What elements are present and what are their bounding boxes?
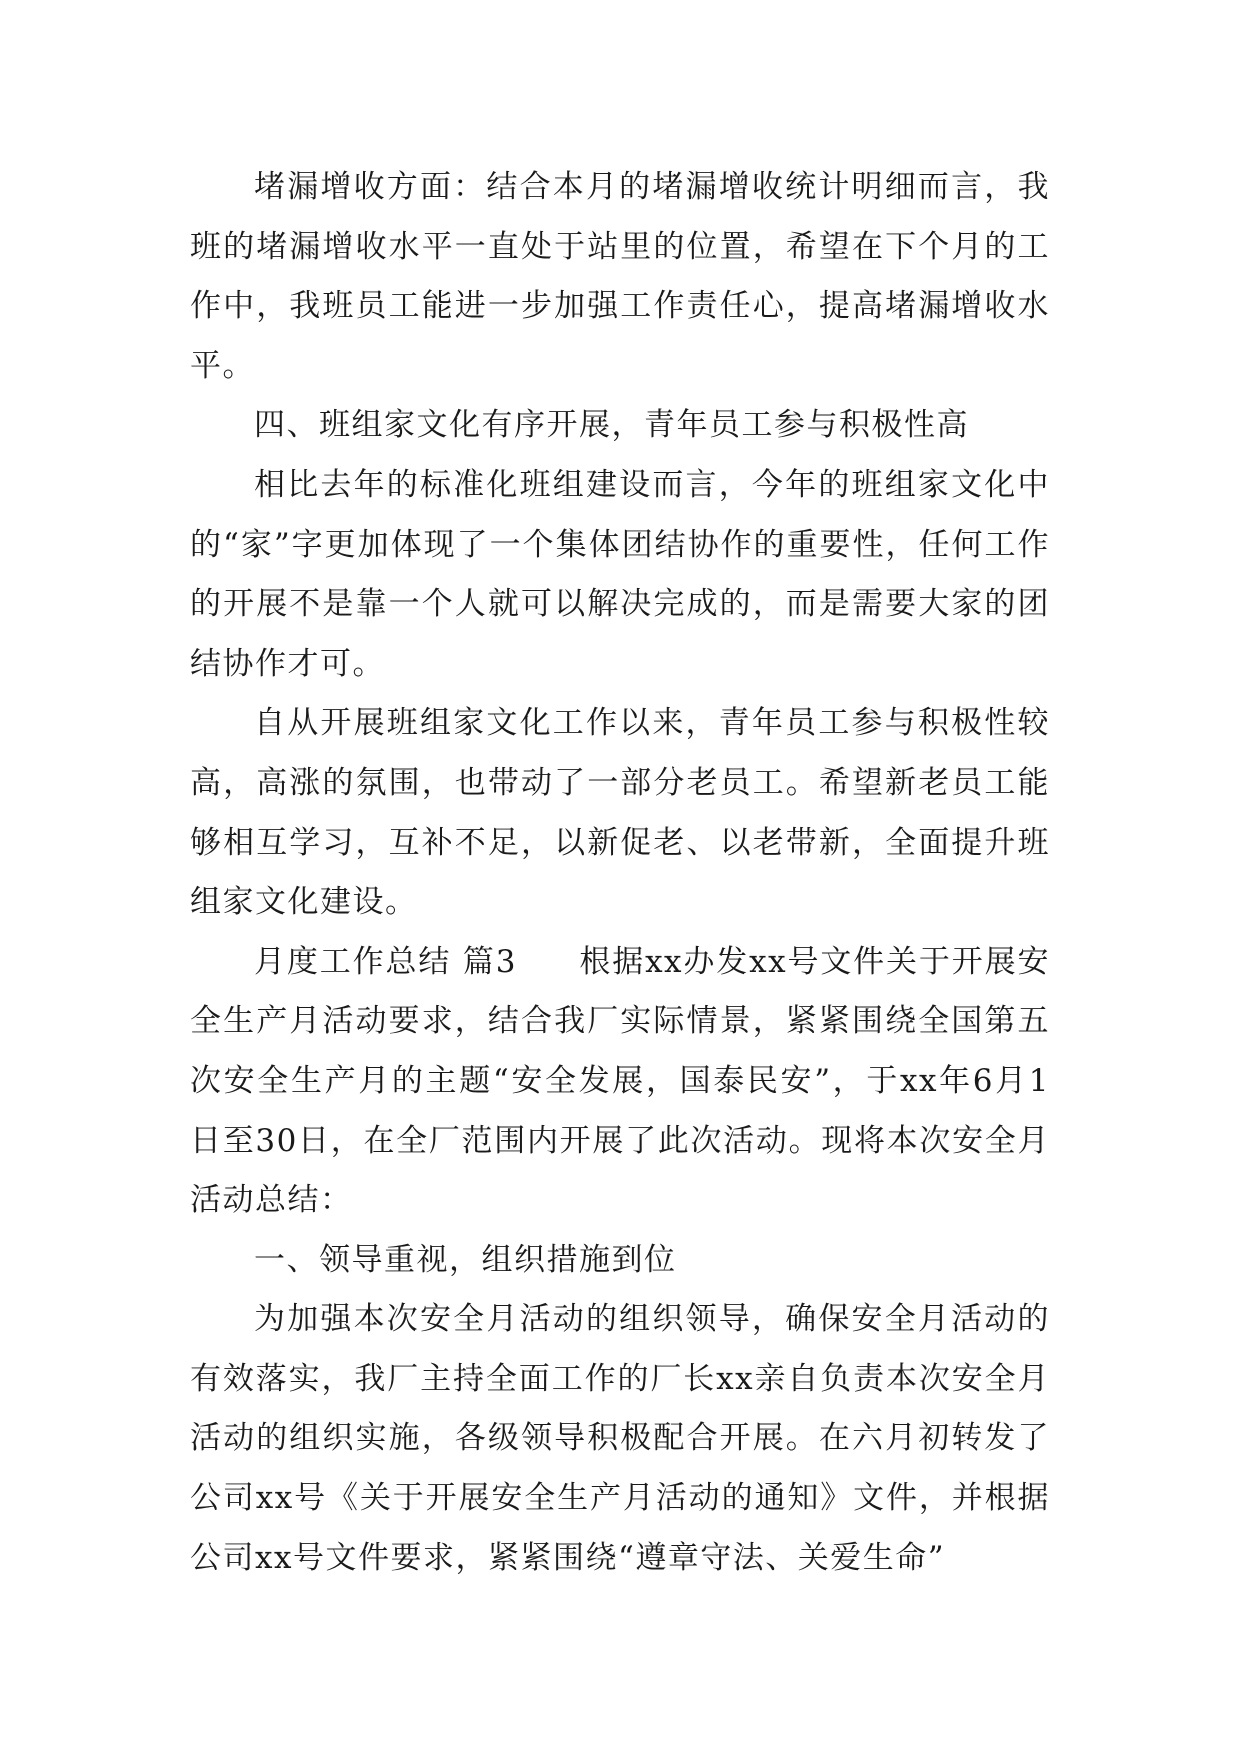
- heading-section-four: 四、班组家文化有序开展，青年员工参与积极性高: [254, 407, 969, 444]
- paragraph-section3: [190, 933, 1050, 1231]
- heading-leadership: 一、领导重视，组织措施到位: [254, 1241, 677, 1278]
- section3-heading: 月度工作总结 篇3: [254, 943, 517, 980]
- paragraph-leak-revenue: 堵漏增收方面：结合本月的堵漏增收统计明细而言，我班的堵漏增收水平一直处于站里的位置，希望在下个月的工作中，我班员工能进一步加强工作责任心，提高堵漏增收水平。: [190, 169, 1050, 384]
- paragraph-family-culture: 相比去年的标准化班组建设而言，今年的班组家文化中的“家”字更加体现了一个集体团结协作的重要性，任何工作的开展不是靠一个人就可以解决完成的，而是需要大家的团结协作才可。: [190, 466, 1050, 682]
- paragraph-young-staff: 自从开展班组家文化工作以来，青年员工参与积极性较高，高涨的氛围，也带动了一部分老员工。希望新老员工能够相互学习，互补不足，以新促老、以老带新，全面提升班组家文化建设。: [190, 705, 1050, 921]
- document-page: [190, 158, 1050, 1588]
- section3-text: 根据xx办发xx号文件关于开展安全生产月活动要求，结合我厂实际情景，紧紧围绕全国第五次安全生产月的主题“安全发展，国泰民安”，于xx年6月1日至30日，在全厂范围内开展了此次活动。现将本次安全月活动总结：: [190, 943, 1050, 1219]
- paragraph-leadership: 为加强本次安全月活动的组织领导，确保安全月活动的有效落实，我厂主持全面工作的厂长xx亲自负责本次安全月活动的组织实施，各级领导积极配合开展。在六月初转发了公司xx号《关于开展安全生产月活动的通知》文件，并根据公司xx号文件要求，紧紧围绕“遵章守法、关爱生命”: [190, 1301, 1050, 1576]
